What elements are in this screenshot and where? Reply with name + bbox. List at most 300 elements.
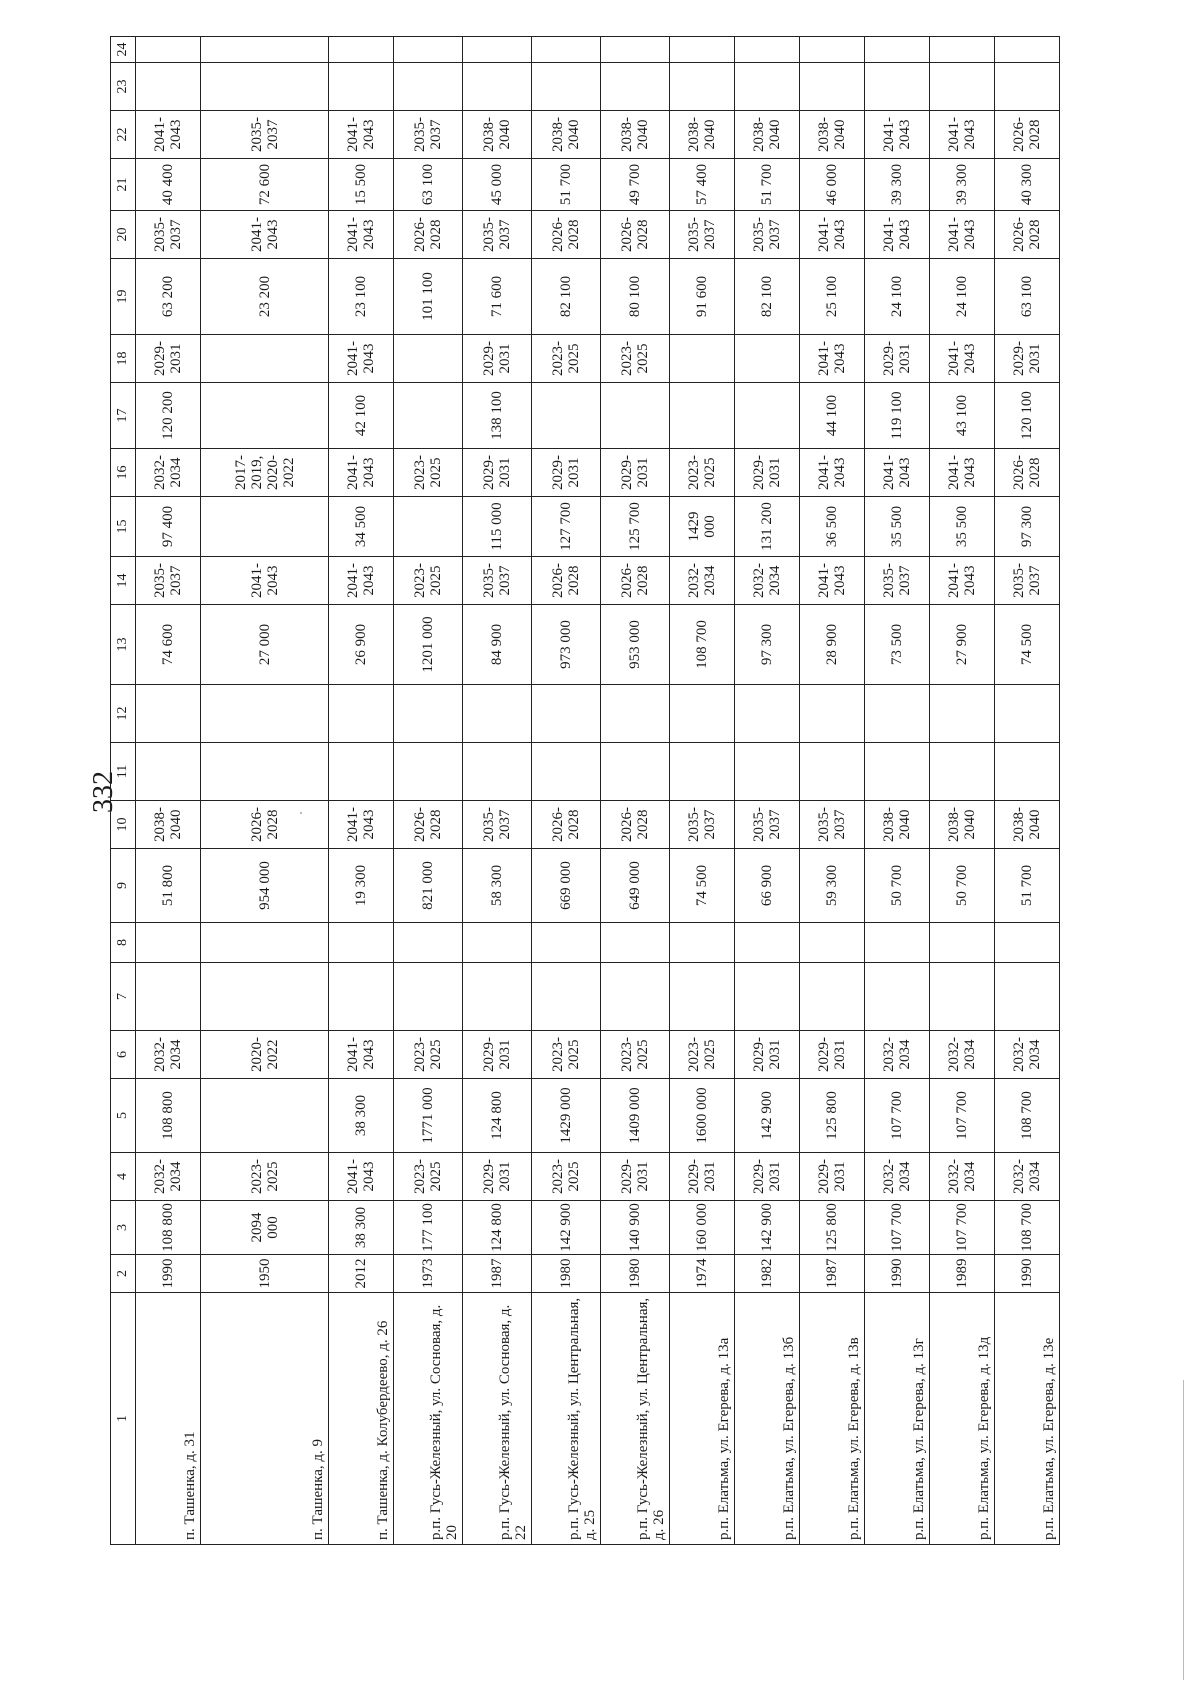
- table-cell: [136, 63, 201, 111]
- table-cell: [201, 63, 329, 111]
- table-cell: [531, 37, 600, 63]
- table-cell: 107 700: [929, 1079, 994, 1153]
- table-cell: [799, 743, 864, 801]
- table-cell: 28 900: [799, 605, 864, 685]
- column-header: 8: [111, 923, 136, 963]
- address-cell: р.п. Елатьма, ул. Егерева, д. 13в: [799, 1293, 864, 1545]
- table-cell: 2041-2043: [864, 111, 929, 159]
- table-cell: 1980: [531, 1255, 600, 1293]
- table-cell: [531, 383, 600, 449]
- table-cell: 2032-2034: [136, 1031, 201, 1079]
- table-cell: 2035-2037: [136, 211, 201, 259]
- table-cell: [734, 37, 799, 63]
- table-cell: [994, 37, 1059, 63]
- table-cell: 2038-2040: [734, 111, 799, 159]
- table-cell: 27 000: [201, 605, 329, 685]
- table-cell: 177 100: [394, 1201, 463, 1255]
- column-header: 12: [111, 685, 136, 743]
- table-cell: 82 100: [734, 259, 799, 335]
- table-cell: [669, 63, 734, 111]
- table-cell: 973 000: [531, 605, 600, 685]
- table-cell: 74 500: [669, 849, 734, 923]
- table-cell: 2038-2040: [531, 111, 600, 159]
- table-cell: 125 700: [600, 497, 669, 557]
- table-cell: [201, 383, 329, 449]
- table-cell: [463, 63, 532, 111]
- table-cell: 101 100: [394, 259, 463, 335]
- table-cell: 107 700: [864, 1079, 929, 1153]
- table-cell: 2023-2025: [669, 449, 734, 497]
- table-cell: 2041-2043: [799, 449, 864, 497]
- table-cell: [531, 963, 600, 1031]
- column-header: 18: [111, 335, 136, 383]
- table-cell: 50 700: [864, 849, 929, 923]
- table-cell: [600, 923, 669, 963]
- table-cell: [864, 37, 929, 63]
- table-cell: 1980: [600, 1255, 669, 1293]
- column-header: 23: [111, 63, 136, 111]
- column-header: 17: [111, 383, 136, 449]
- table-cell: 26 900: [329, 605, 394, 685]
- table-cell: [201, 963, 329, 1031]
- table-cell: [734, 63, 799, 111]
- column-header: 15: [111, 497, 136, 557]
- column-header: 3: [111, 1201, 136, 1255]
- table-cell: 2041-2043: [864, 449, 929, 497]
- table-cell: 2041-2043: [329, 801, 394, 849]
- table-cell: 1987: [799, 1255, 864, 1293]
- table-cell: 127 700: [531, 497, 600, 557]
- table-cell: [201, 685, 329, 743]
- table-cell: [799, 685, 864, 743]
- table-cell: [531, 685, 600, 743]
- table-cell: 2023-2025: [394, 557, 463, 605]
- page-number: 332: [88, 771, 119, 813]
- rotated-table-container: [110, 42, 1060, 1545]
- table-cell: 2032-2034: [929, 1031, 994, 1079]
- table-cell: 2041-2043: [329, 211, 394, 259]
- table-cell: [734, 335, 799, 383]
- table-cell: 2038-2040: [799, 111, 864, 159]
- table-cell: 51 700: [531, 159, 600, 211]
- table-cell: 2041-2043: [329, 1153, 394, 1201]
- table-cell: 2038-2040: [669, 111, 734, 159]
- table-row: [994, 37, 1059, 1545]
- table-cell: 66 900: [734, 849, 799, 923]
- table-cell: 45 000: [463, 159, 532, 211]
- table-cell: 2023-2025: [394, 449, 463, 497]
- table-cell: [329, 923, 394, 963]
- table-cell: 108 800: [136, 1201, 201, 1255]
- table-cell: [201, 923, 329, 963]
- table-cell: 140 900: [600, 1201, 669, 1255]
- table-cell: 669 000: [531, 849, 600, 923]
- table-cell: 39 300: [864, 159, 929, 211]
- table-cell: 2038-2040: [136, 801, 201, 849]
- table-cell: 40 300: [994, 159, 1059, 211]
- table-cell: 2029-2031: [734, 1153, 799, 1201]
- table-cell: 107 700: [929, 1201, 994, 1255]
- table-cell: [201, 497, 329, 557]
- table-cell: 39 300: [929, 159, 994, 211]
- table-cell: 2041-2043: [329, 449, 394, 497]
- table-cell: 23 200: [201, 259, 329, 335]
- table-cell: 43 100: [929, 383, 994, 449]
- table-cell: 1974: [669, 1255, 734, 1293]
- table-cell: [394, 335, 463, 383]
- table-cell: [463, 923, 532, 963]
- table-cell: 125 800: [799, 1079, 864, 1153]
- table-cell: [600, 63, 669, 111]
- table-row: [531, 37, 600, 1545]
- table-cell: [864, 685, 929, 743]
- table-cell: [136, 37, 201, 63]
- table-cell: [201, 1079, 329, 1153]
- table-cell: [669, 335, 734, 383]
- column-header: 11: [111, 743, 136, 801]
- table-cell: 15 500: [329, 159, 394, 211]
- table-cell: [994, 963, 1059, 1031]
- table-cell: 58 300: [463, 849, 532, 923]
- table-cell: 2017-2019, 2020-2022: [201, 449, 329, 497]
- table-cell: [734, 383, 799, 449]
- data-table: [110, 36, 1060, 1545]
- table-cell: 2041-2043: [799, 335, 864, 383]
- table-cell: 107 700: [864, 1201, 929, 1255]
- table-cell: 2029-2031: [463, 1153, 532, 1201]
- table-cell: 35 500: [929, 497, 994, 557]
- table-cell: 2041-2043: [329, 1031, 394, 1079]
- table-cell: [394, 37, 463, 63]
- table-cell: 2012: [329, 1255, 394, 1293]
- table-cell: 2035-2037: [799, 801, 864, 849]
- table-cell: 1989: [929, 1255, 994, 1293]
- table-cell: 108 700: [994, 1201, 1059, 1255]
- table-cell: 2032-2034: [136, 1153, 201, 1201]
- address-cell: р.п. Елатьма, ул. Егерева, д. 13а: [669, 1293, 734, 1545]
- table-row: [463, 37, 532, 1545]
- table-cell: 125 800: [799, 1201, 864, 1255]
- table-cell: 954 000: [201, 849, 329, 923]
- table-cell: 35 500: [864, 497, 929, 557]
- table-cell: 142 900: [531, 1201, 600, 1255]
- table-cell: 44 100: [799, 383, 864, 449]
- column-header: 5: [111, 1079, 136, 1153]
- table-cell: 2041-2043: [136, 111, 201, 159]
- table-cell: [929, 685, 994, 743]
- table-cell: 2029-2031: [799, 1153, 864, 1201]
- table-cell: 2038-2040: [600, 111, 669, 159]
- table-cell: 2035-2037: [463, 211, 532, 259]
- table-cell: [864, 923, 929, 963]
- scan-artifact: [300, 812, 302, 814]
- table-cell: [600, 37, 669, 63]
- column-header: 6: [111, 1031, 136, 1079]
- table-cell: [394, 923, 463, 963]
- table-cell: [994, 685, 1059, 743]
- table-cell: 2029-2031: [734, 449, 799, 497]
- table-cell: 2035-2037: [136, 557, 201, 605]
- address-cell: р.п. Елатьма, ул. Егерева, д. 13б: [734, 1293, 799, 1545]
- table-cell: [929, 63, 994, 111]
- table-row: [929, 37, 994, 1545]
- table-cell: 2026-2028: [600, 801, 669, 849]
- table-cell: [531, 743, 600, 801]
- address-cell: р.п. Елатьма, ул. Егерева, д. 13д: [929, 1293, 994, 1545]
- table-cell: 2029-2031: [463, 335, 532, 383]
- column-header: 24: [111, 37, 136, 63]
- table-cell: 160 000: [669, 1201, 734, 1255]
- table-cell: 51 700: [994, 849, 1059, 923]
- table-cell: 2023-2025: [394, 1153, 463, 1201]
- table-cell: 2041-2043: [929, 111, 994, 159]
- table-cell: [329, 743, 394, 801]
- column-header: 22: [111, 111, 136, 159]
- table-cell: 97 300: [734, 605, 799, 685]
- table-cell: [394, 963, 463, 1031]
- column-header: 10: [111, 801, 136, 849]
- table-cell: 142 900: [734, 1079, 799, 1153]
- table-cell: 119 100: [864, 383, 929, 449]
- table-cell: 115 000: [463, 497, 532, 557]
- table-cell: [394, 383, 463, 449]
- table-cell: 2035-2037: [734, 801, 799, 849]
- table-cell: 59 300: [799, 849, 864, 923]
- table-cell: 108 700: [669, 605, 734, 685]
- table-cell: 2029-2031: [531, 449, 600, 497]
- scan-artifact: [1183, 1380, 1184, 1680]
- table-cell: 142 900: [734, 1201, 799, 1255]
- table-cell: 19 300: [329, 849, 394, 923]
- table-cell: [799, 63, 864, 111]
- table-cell: [600, 743, 669, 801]
- table-cell: 2032-2034: [929, 1153, 994, 1201]
- table-cell: 2035-2037: [394, 111, 463, 159]
- table-cell: [799, 923, 864, 963]
- table-cell: 108 700: [994, 1079, 1059, 1153]
- table-cell: [994, 743, 1059, 801]
- table-cell: 97 300: [994, 497, 1059, 557]
- table-cell: 2032-2034: [136, 449, 201, 497]
- table-cell: 2038-2040: [994, 801, 1059, 849]
- table-cell: [531, 923, 600, 963]
- address-cell: п. Ташенка, д. 9: [201, 1293, 329, 1545]
- address-cell: р.п. Елатьма, ул. Егерева, д. 13г: [864, 1293, 929, 1545]
- table-cell: 2026-2028: [201, 801, 329, 849]
- table-cell: 2035-2037: [463, 557, 532, 605]
- table-cell: 57 400: [669, 159, 734, 211]
- column-header: 1: [111, 1293, 136, 1545]
- table-cell: 80 100: [600, 259, 669, 335]
- table-cell: 2035-2037: [864, 557, 929, 605]
- table-cell: 2026-2028: [531, 801, 600, 849]
- table-cell: 2032-2034: [994, 1153, 1059, 1201]
- table-row: [864, 37, 929, 1545]
- table-cell: [463, 743, 532, 801]
- table-cell: [394, 743, 463, 801]
- table-cell: 2023-2025: [531, 335, 600, 383]
- column-header: 14: [111, 557, 136, 605]
- table-row: [600, 37, 669, 1545]
- column-header: 13: [111, 605, 136, 685]
- address-cell: р.п. Гусь-Железный, ул. Сосновая, д. 22: [463, 1293, 532, 1545]
- table-cell: 2041-2043: [929, 557, 994, 605]
- table-cell: 120 200: [136, 383, 201, 449]
- table-cell: [734, 963, 799, 1031]
- table-row: [329, 37, 394, 1545]
- table-cell: 2026-2028: [394, 211, 463, 259]
- table-cell: 2041-2043: [329, 557, 394, 605]
- table-cell: 124 800: [463, 1201, 532, 1255]
- column-header: 9: [111, 849, 136, 923]
- address-cell: р.п. Гусь-Железный, ул. Центральная, д. 26: [600, 1293, 669, 1545]
- table-cell: 24 100: [864, 259, 929, 335]
- table-cell: 42 100: [329, 383, 394, 449]
- table-cell: 1950: [201, 1255, 329, 1293]
- table-cell: [201, 335, 329, 383]
- table-cell: 2094 000: [201, 1201, 329, 1255]
- table-cell: [463, 685, 532, 743]
- table-row: [394, 37, 463, 1545]
- table-cell: 36 500: [799, 497, 864, 557]
- table-cell: 1990: [136, 1255, 201, 1293]
- table-cell: 2023-2025: [669, 1031, 734, 1079]
- table-cell: 38 300: [329, 1079, 394, 1153]
- table-cell: 1987: [463, 1255, 532, 1293]
- table-cell: 2032-2034: [864, 1153, 929, 1201]
- table-cell: [329, 37, 394, 63]
- table-cell: 2026-2028: [994, 111, 1059, 159]
- table-cell: 2032-2034: [734, 557, 799, 605]
- table-cell: 38 300: [329, 1201, 394, 1255]
- table-cell: 2041-2043: [864, 211, 929, 259]
- table-cell: 649 000: [600, 849, 669, 923]
- table-cell: [329, 63, 394, 111]
- table-cell: 73 500: [864, 605, 929, 685]
- table-cell: [463, 963, 532, 1031]
- table-cell: 2041-2043: [201, 211, 329, 259]
- column-header: 4: [111, 1153, 136, 1201]
- table-cell: [929, 37, 994, 63]
- table-cell: 71 600: [463, 259, 532, 335]
- table-cell: [669, 743, 734, 801]
- table-cell: [600, 383, 669, 449]
- table-cell: 72 600: [201, 159, 329, 211]
- column-header: 19: [111, 259, 136, 335]
- table-cell: 24 100: [929, 259, 994, 335]
- table-cell: 2026-2028: [600, 211, 669, 259]
- table-row: [669, 37, 734, 1545]
- table-cell: 97 400: [136, 497, 201, 557]
- table-cell: 131 200: [734, 497, 799, 557]
- table-cell: 2035-2037: [669, 801, 734, 849]
- table-cell: [669, 37, 734, 63]
- table-cell: 2032-2034: [669, 557, 734, 605]
- table-cell: 74 500: [994, 605, 1059, 685]
- column-header: 7: [111, 963, 136, 1031]
- table-cell: 2032-2034: [864, 1031, 929, 1079]
- table-cell: 2029-2031: [864, 335, 929, 383]
- table-cell: 49 700: [600, 159, 669, 211]
- table-cell: [669, 383, 734, 449]
- table-cell: 2029-2031: [136, 335, 201, 383]
- table-cell: 2026-2028: [600, 557, 669, 605]
- table-cell: 120 100: [994, 383, 1059, 449]
- table-cell: 74 600: [136, 605, 201, 685]
- table-cell: [864, 963, 929, 1031]
- table-row: [799, 37, 864, 1545]
- table-cell: 2023-2025: [394, 1031, 463, 1079]
- column-header: 20: [111, 211, 136, 259]
- table-cell: 82 100: [531, 259, 600, 335]
- address-cell: р.п. Елатьма, ул. Егерева, д. 13е: [994, 1293, 1059, 1545]
- table-cell: 1982: [734, 1255, 799, 1293]
- table-cell: 2023-2025: [531, 1153, 600, 1201]
- table-cell: 2026-2028: [531, 557, 600, 605]
- table-cell: [531, 63, 600, 111]
- table-cell: [329, 963, 394, 1031]
- table-cell: 124 800: [463, 1079, 532, 1153]
- table-cell: 2035-2037: [201, 111, 329, 159]
- table-cell: [136, 743, 201, 801]
- table-cell: [929, 963, 994, 1031]
- table-cell: [201, 743, 329, 801]
- table-cell: [600, 685, 669, 743]
- table-cell: 2038-2040: [463, 111, 532, 159]
- table-cell: 63 200: [136, 259, 201, 335]
- table-cell: 2023-2025: [600, 335, 669, 383]
- table-row: [136, 37, 201, 1545]
- table-cell: 2041-2043: [929, 449, 994, 497]
- table-cell: [329, 685, 394, 743]
- table-cell: 1201 000: [394, 605, 463, 685]
- table-cell: 2029-2031: [600, 1153, 669, 1201]
- table-cell: [734, 923, 799, 963]
- table-cell: [864, 63, 929, 111]
- table-cell: 108 800: [136, 1079, 201, 1153]
- table-cell: [394, 63, 463, 111]
- table-cell: 2035-2037: [734, 211, 799, 259]
- table-cell: 2041-2043: [929, 335, 994, 383]
- table-cell: 2029-2031: [994, 335, 1059, 383]
- table-cell: 821 000: [394, 849, 463, 923]
- table-cell: 2041-2043: [799, 557, 864, 605]
- table-cell: [136, 963, 201, 1031]
- table-cell: 2029-2031: [600, 449, 669, 497]
- table-cell: 2038-2040: [929, 801, 994, 849]
- table-cell: 1973: [394, 1255, 463, 1293]
- table-cell: 46 000: [799, 159, 864, 211]
- table-cell: 2038-2040: [864, 801, 929, 849]
- table-cell: [799, 963, 864, 1031]
- table-cell: 2029-2031: [463, 1031, 532, 1079]
- table-cell: [994, 923, 1059, 963]
- address-cell: п. Ташенка, д. Колубердеево, д. 26: [329, 1293, 394, 1545]
- table-cell: 2041-2043: [799, 211, 864, 259]
- table-cell: 2026-2028: [994, 211, 1059, 259]
- table-cell: [136, 685, 201, 743]
- column-header: 16: [111, 449, 136, 497]
- table-cell: [669, 963, 734, 1031]
- table-cell: 1429 000: [531, 1079, 600, 1153]
- column-header: 21: [111, 159, 136, 211]
- table-cell: 1990: [994, 1255, 1059, 1293]
- table-cell: 138 100: [463, 383, 532, 449]
- table-cell: 1429 000: [669, 497, 734, 557]
- table-cell: 2041-2043: [201, 557, 329, 605]
- table-cell: 2032-2034: [994, 1031, 1059, 1079]
- table-cell: [201, 37, 329, 63]
